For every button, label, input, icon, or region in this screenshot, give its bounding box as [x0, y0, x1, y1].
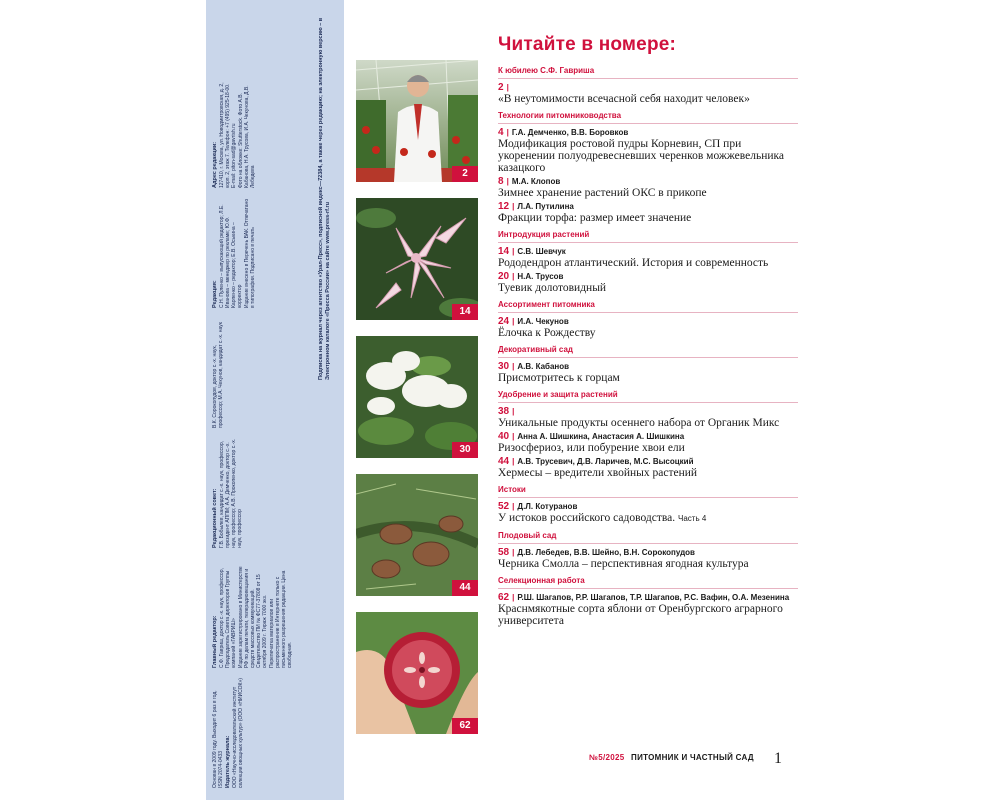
- toc-article-title: Зимнее хранение растений ОКС в прикопе: [498, 187, 707, 199]
- toc-section-heading: К юбилею С.Ф. Гавриша: [498, 66, 798, 79]
- toc-article-title: Рододендрон атлантический. История и современность: [498, 257, 769, 269]
- toc-article-title-block: [498, 327, 798, 339]
- page-badge: 62: [452, 718, 478, 734]
- toc-page-number: 40: [498, 431, 510, 442]
- imprint-rotated-text: [206, 0, 344, 800]
- toc-article-title-block: [498, 603, 798, 627]
- toc-separator: |: [512, 272, 515, 281]
- toc-authors: Анна А. Шишкина, Анастасия А. Шишкина: [517, 432, 685, 441]
- toc-entry[interactable]: [498, 316, 798, 339]
- toc-page-number: 62: [498, 592, 510, 603]
- toc-section-heading: Интродукция растений: [498, 230, 798, 243]
- photo-knotweed: [356, 336, 478, 458]
- toc-authors: С.В. Шевчук: [517, 247, 566, 256]
- page-number: 1: [774, 750, 782, 767]
- toc-article-title-block: [498, 372, 798, 384]
- toc-authors: А.В. Трусевич, Д.В. Ларичев, М.С. Высоцкий: [517, 457, 694, 466]
- toc-article-part: Часть 4: [678, 514, 707, 523]
- toc-separator: |: [506, 177, 509, 186]
- toc-page-number: 2: [498, 82, 504, 93]
- toc-article-title: Присмотритесь к горцам: [498, 372, 620, 384]
- toc-article-title: Ёлочка к Рождеству: [498, 327, 596, 339]
- toc-page-number: 52: [498, 501, 510, 512]
- toc-article-title-block: [498, 93, 798, 105]
- imprint-col-publisher: Основан в 2009 году. Выходит 6 раз в год. ISSN 2074-0433 Издатель журнала: ООО «Научно-исследовательский институт селекции овощных культур» (ООО «НИИСОК»): [212, 678, 244, 788]
- toc-authors: Н.А. Трусов: [517, 272, 564, 281]
- photo-cones: [356, 474, 478, 596]
- toc-entry-head: [498, 456, 798, 467]
- toc-entry-head: [498, 361, 798, 372]
- toc-separator: |: [512, 362, 515, 371]
- toc-authors: И.А. Чекунов: [517, 317, 569, 326]
- toc-separator: |: [512, 202, 515, 211]
- toc-separator: |: [512, 247, 515, 256]
- toc-article-title: Ризосфериоз, или побурение хвои ели: [498, 442, 685, 454]
- toc-section-heading: Истоки: [498, 485, 798, 498]
- toc-article-title: Модификация ростовой пудры Корневин, СП при укоренении полуодревесневших черенков можжевельника казацкого: [498, 138, 785, 174]
- photo-rhododendron: [356, 198, 478, 320]
- toc-entry-head: [498, 431, 798, 442]
- toc-article-title-block: [498, 467, 798, 479]
- toc-authors: Д.Л. Котуранов: [517, 502, 578, 511]
- toc-separator: |: [512, 432, 515, 441]
- toc-article-title: Фракции торфа: размер имеет значение: [498, 212, 692, 224]
- toc-entry[interactable]: [498, 592, 798, 627]
- toc-entry[interactable]: [498, 82, 798, 105]
- conifer-galls-image: [356, 474, 478, 596]
- imprint-col-editor: Главный редактор: С.Ф. Гавриш, доктор с.-х. наук, профессор, Председатель Совета директоров Группы компаний «ГАВРИШ» Издание зарегистрировано в Министерстве РФ по делам печати, телерадиовещания и средств массовых коммуникаций. Свидетельство ПИ № ФС77-37808 от 15 октября 2009 г. Тираж 7000 экз. Перепечатка материалов или распространение в Интернете только с письменного разрешения редакции. Цена свободная.: [212, 566, 293, 668]
- imprint-panel: [206, 0, 344, 800]
- toc-separator: |: [512, 593, 515, 602]
- toc-page-number: 24: [498, 316, 510, 327]
- toc-article-title: Уникальные продукты осеннего набора от Органик Микс: [498, 417, 780, 429]
- toc-article-title: Туевик долотовидный: [498, 282, 607, 294]
- toc-entry-head: [498, 82, 798, 93]
- imprint-col-staff: Редакция: С.Н. Пуленко – выпускающий редактор; Л.Е. Иванова – менеджер по рекламе; Ю.Ф. Карпенко – редактор; Е.В. Оськина – корректор Издание внесено в Перечень ВАК. Отпечатано в типографии. Подписано в печать: [212, 198, 256, 308]
- toc-sections: [498, 66, 798, 627]
- imprint-subscription: Подписка на журнал через агентство «Урал-Пресс», подписной индекс—72384, а также через редакцию; на электронную версию – в Электронном каталоге «Пресса России» на сайте www.press-rf.ru: [318, 17, 331, 380]
- toc-entry-head: [498, 547, 798, 558]
- toc-entry[interactable]: [498, 201, 798, 224]
- toc-page-number: 12: [498, 201, 510, 212]
- page-badge: 30: [452, 442, 478, 458]
- toc-section-heading: Декоративный сад: [498, 345, 798, 358]
- toc-authors: Л.А. Путилина: [517, 202, 574, 211]
- toc-article-title-block: [498, 138, 798, 174]
- toc-entry[interactable]: [498, 127, 798, 174]
- photo-greenhouse-portrait: [356, 60, 478, 182]
- toc-entry-head: [498, 201, 798, 212]
- toc-article-title-block: [498, 257, 798, 269]
- toc-title: Читайте в номере:: [498, 34, 677, 55]
- greenhouse-portrait-image: [356, 60, 478, 182]
- imprint-col-board: Редакционный совет: Г.В. Бобылев, кандидат с.-х. наук, профессор, президент АППМ; А.А. Демченко, доктор с.-х. наук, профессор; А.В. Прокопенко, доктор с.-х. наук, профессор: [212, 438, 243, 548]
- page-badge: 14: [452, 304, 478, 320]
- toc-entry-head: [498, 127, 798, 138]
- toc-article-title-block: [498, 187, 798, 199]
- page-footer: [589, 753, 769, 762]
- imprint-col-board2: В.К. Сорокопудов, доктор с.-х. наук, профессор; М.А. Чекунов, кандидат с.-х. наук: [212, 322, 224, 428]
- magazine-page: [206, 0, 798, 800]
- toc-section-heading: Ассортимент питомника: [498, 300, 798, 313]
- knotweed-flowers-image: [356, 336, 478, 458]
- toc-article-title-block: [498, 442, 798, 454]
- toc-page-number: 30: [498, 361, 510, 372]
- toc-separator: |: [512, 317, 515, 326]
- toc-article-title-block: [498, 282, 798, 294]
- toc-entry[interactable]: [498, 271, 798, 294]
- toc-article-title: «В неутомимости всечасной себя находит человек»: [498, 93, 750, 105]
- toc-section-heading: Технологии питомниководства: [498, 111, 798, 124]
- toc-authors: М.А. Клопов: [511, 177, 561, 186]
- toc-separator: |: [506, 128, 509, 137]
- toc-article-title: У истоков российского садоводства.: [498, 512, 676, 524]
- page-badge: 44: [452, 580, 478, 596]
- toc-page-number: 8: [498, 176, 504, 187]
- toc-entry-head: [498, 246, 798, 257]
- red-fleshed-apple-image: [356, 612, 478, 734]
- toc-entry-head: [498, 271, 798, 282]
- toc-entry-head: [498, 501, 798, 512]
- toc-article-title: Черника Смолла – перспективная ягодная культура: [498, 558, 749, 570]
- toc-entry-head: [498, 176, 798, 187]
- imprint-col-address: Адрес редакции: 127410, г. Москва, ул. Новодмитровская, д. 2, корп. 2, этаж 7. Телефон: +7 (495) 925-18-00. E-mail: piton-sad@gavrish.ru Фото на обложке: Shutterstock. Фото А.В. Кабанова, Н.А. Трусова, И.А. Чекунова, Д.В. Лебедева: [212, 82, 256, 188]
- toc-article-title-block: [498, 558, 798, 570]
- toc-entry[interactable]: [498, 176, 798, 199]
- toc-entry-head: [498, 592, 798, 603]
- toc-entry[interactable]: [498, 361, 798, 384]
- toc-separator: |: [512, 548, 515, 557]
- toc-separator: |: [512, 407, 515, 416]
- toc-page-number: 38: [498, 406, 510, 417]
- toc-article-title-block: [498, 512, 798, 525]
- toc-entry[interactable]: [498, 547, 798, 570]
- toc-entry[interactable]: [498, 246, 798, 269]
- toc-authors: Д.В. Лебедев, В.В. Шейно, В.Н. Сорокопудов: [517, 548, 695, 557]
- toc-page-number: 4: [498, 127, 504, 138]
- toc-page-number: 44: [498, 456, 510, 467]
- photo-apple: [356, 612, 478, 734]
- magazine-name: ПИТОМНИК И ЧАСТНЫЙ САД: [631, 753, 754, 762]
- toc-page-number: 20: [498, 271, 510, 282]
- toc-section-heading: Селекционная работа: [498, 576, 798, 589]
- toc-entry[interactable]: [498, 501, 798, 525]
- toc-article-title: Хермесы – вредители хвойных растений: [498, 467, 698, 479]
- toc-page-number: 14: [498, 246, 510, 257]
- toc-article-title-block: [498, 212, 798, 224]
- toc-authors: Р.Ш. Шагапов, Р.Р. Шагапов, Т.Р. Шагапов, Р.С. Вафин, О.А. Мезенина: [517, 593, 790, 602]
- toc-entry-head: [498, 406, 798, 417]
- toc-authors: А.В. Кабанов: [517, 362, 570, 371]
- toc-entry[interactable]: [498, 431, 798, 454]
- toc-separator: |: [506, 83, 509, 92]
- issue-number: №5/2025: [589, 753, 625, 762]
- toc-page-number: 58: [498, 547, 510, 558]
- rhododendron-flower-image: [356, 198, 478, 320]
- toc-section-heading: Удобрение и защита растений: [498, 390, 798, 403]
- table-of-contents: [498, 32, 798, 629]
- toc-entry[interactable]: [498, 406, 798, 429]
- toc-entry-head: [498, 316, 798, 327]
- toc-separator: |: [512, 457, 515, 466]
- toc-authors: Г.А. Демченко, В.В. Боровков: [511, 128, 629, 137]
- page-badge: 2: [452, 166, 478, 182]
- toc-separator: |: [512, 502, 515, 511]
- toc-section-heading: Плодовый сад: [498, 531, 798, 544]
- toc-entry[interactable]: [498, 456, 798, 479]
- toc-article-title: Краснмякотные сорта яблони от Оренбургского аграрного университета: [498, 603, 783, 627]
- toc-article-title-block: [498, 417, 798, 429]
